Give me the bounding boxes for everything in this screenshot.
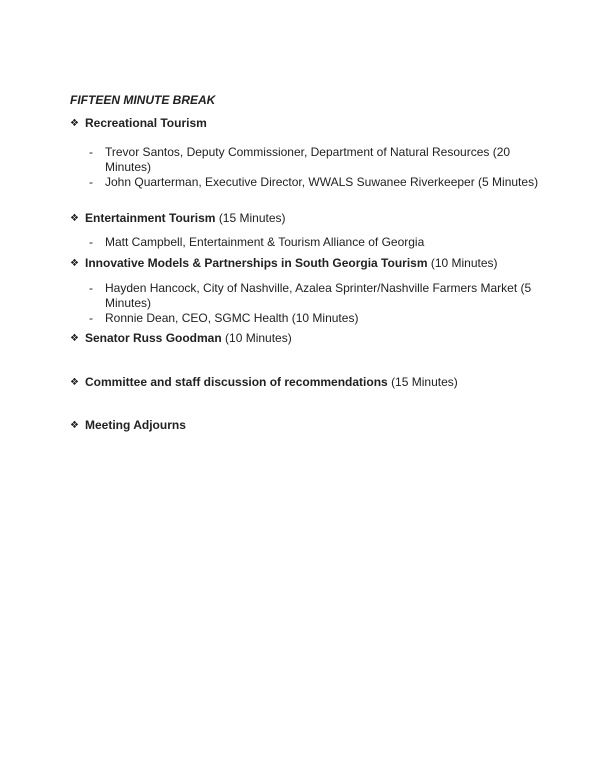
agenda-item-text xyxy=(85,375,550,390)
agenda-item-title: Senator Russ Goodman xyxy=(85,331,222,345)
speaker-item xyxy=(70,235,550,250)
speaker-text: Trevor Santos, Deputy Commissioner, Department of Natural Resources (20 Minutes) xyxy=(105,145,511,174)
agenda-item-entertainment-tourism xyxy=(70,211,550,226)
speaker-item xyxy=(70,175,550,190)
agenda-item-duration: (10 Minutes) xyxy=(225,331,292,345)
speaker-item xyxy=(70,281,550,311)
agenda-item-senator-russ-goodman xyxy=(70,331,550,346)
speaker-text: Ronnie Dean, CEO, SGMC Health (10 Minutes) xyxy=(105,311,359,325)
dash-bullet: - xyxy=(89,235,93,249)
agenda-item-title: Meeting Adjourns xyxy=(85,418,186,432)
agenda-item-duration: (15 Minutes) xyxy=(218,211,286,225)
diamond-bullet-icon: ❖ xyxy=(70,420,79,431)
agenda-item-text xyxy=(85,331,550,346)
speaker-text: Matt Campbell, Entertainment & Tourism Alliance of Georgia xyxy=(105,235,425,249)
agenda-item-duration: (15 Minutes) xyxy=(391,375,458,389)
agenda-item-innovative-models xyxy=(70,256,550,271)
agenda-item-text xyxy=(85,211,550,226)
break-heading: FIFTEEN MINUTE BREAK xyxy=(70,93,216,107)
speaker-list xyxy=(70,281,550,326)
diamond-bullet-icon: ❖ xyxy=(70,258,79,269)
agenda-item-text xyxy=(85,256,550,271)
dash-bullet: - xyxy=(89,175,93,189)
diamond-bullet-icon: ❖ xyxy=(70,377,79,388)
dash-bullet: - xyxy=(89,281,93,295)
diamond-bullet-icon: ❖ xyxy=(70,118,79,129)
speaker-text: Hayden Hancock, City of Nashville, Azalea Sprinter/Nashville Farmers Market (5 Minutes) xyxy=(105,281,532,310)
dash-bullet: - xyxy=(89,145,93,159)
dash-bullet: - xyxy=(89,311,93,325)
agenda-item-duration: (10 Minutes) xyxy=(430,256,498,270)
speaker-list xyxy=(70,235,550,250)
speaker-item xyxy=(70,145,550,175)
agenda-item-text xyxy=(85,116,550,131)
agenda-item-text xyxy=(85,418,550,433)
agenda-item-recreational-tourism xyxy=(70,116,550,131)
agenda-item-title: Recreational Tourism xyxy=(85,116,207,130)
agenda-item-meeting-adjourns xyxy=(70,418,550,433)
agenda-item-title: Entertainment Tourism xyxy=(85,211,216,225)
speaker-text: John Quarterman, Executive Director, WWALS Suwanee Riverkeeper (5 Minutes) xyxy=(105,175,539,189)
speaker-item xyxy=(70,311,550,326)
speaker-list xyxy=(70,145,550,190)
agenda-item-title: Committee and staff discussion of recommendations xyxy=(85,375,388,389)
diamond-bullet-icon: ❖ xyxy=(70,213,79,224)
diamond-bullet-icon: ❖ xyxy=(70,333,79,344)
agenda-item-committee-discussion xyxy=(70,375,550,390)
agenda-item-title: Innovative Models & Partnerships in South Georgia Tourism xyxy=(85,256,428,270)
agenda-content xyxy=(70,93,550,433)
